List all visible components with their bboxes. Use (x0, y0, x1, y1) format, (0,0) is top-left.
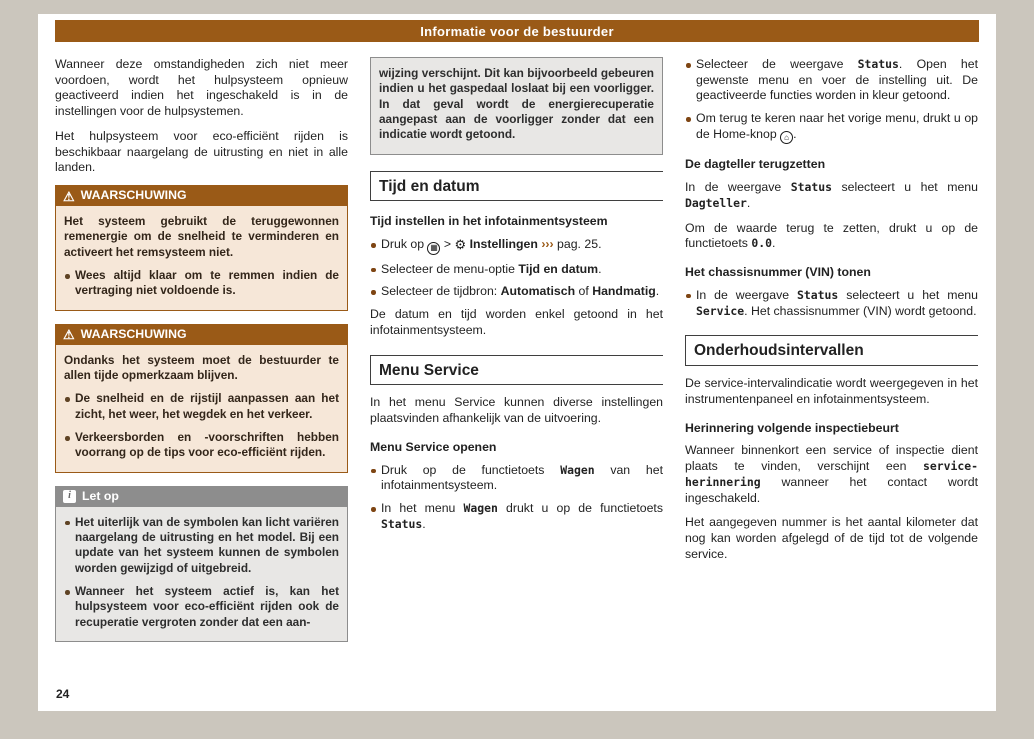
text-run: Druk op (381, 237, 428, 252)
text-run: . (598, 261, 602, 276)
text-run: De service-intervalindicatie wordt weergegeven in het instrumentenpaneel en infotainmentsysteem. (685, 376, 978, 406)
text-run: . (771, 236, 776, 251)
section-heading: Tijd en datum (370, 171, 663, 202)
column-right (685, 57, 978, 655)
paragraph (64, 353, 339, 384)
warning-icon: ⚠ (63, 188, 75, 204)
section-heading: Onderhoudsintervallen (685, 335, 978, 366)
text-run: In het menu (381, 501, 464, 516)
paragraph (685, 376, 978, 407)
warning-box-title: WAARSCHUWING (80, 188, 187, 203)
bullet-item (64, 430, 339, 461)
page-number: 24 (56, 687, 70, 701)
home-icon: ⌂ (780, 131, 793, 144)
bullet-text (696, 288, 978, 318)
bullet-item (64, 391, 339, 422)
paragraph (685, 515, 978, 562)
text-run: selecteert u het menu (838, 287, 978, 302)
text-run: . (793, 126, 797, 141)
text-run: Automatisch (500, 284, 576, 299)
warning-box-body (56, 206, 347, 310)
bullet-icon (65, 397, 70, 402)
bullet-text (381, 501, 663, 531)
text-run: Het systeem gebruikt de teruggewonnen remenergie om de snelheid te verminderen en activeert het remsysteem niet. (64, 214, 339, 259)
text-run: Instellingen (469, 237, 538, 252)
text-run: . Het chassisnummer (VIN) wordt getoond. (744, 303, 977, 318)
paragraph (685, 221, 978, 252)
text-run: of (575, 284, 593, 299)
paragraph (55, 57, 348, 120)
text-run: Selecteer de tijdbron: (381, 284, 501, 299)
text-run: Selecteer de weergave (696, 57, 858, 71)
sub-heading: Menu Service openen (370, 439, 497, 454)
text-run: selecteert u het menu (832, 180, 978, 195)
note-box-header (56, 487, 347, 507)
bullet-icon (371, 469, 376, 474)
text-run: Tijd en datum (518, 261, 599, 276)
bullet-icon (65, 521, 70, 526)
bullet-text (75, 430, 339, 459)
text-run: De snelheid en de rijstijl aanpassen aan het zicht, het weer, het wegdek en het verkeer. (75, 391, 339, 421)
text-run: pag. 25. (553, 237, 602, 252)
text-run: Ondanks het systeem moet de bestuurder te allen tijde opmerkzaam blijven. (64, 352, 339, 383)
text-run: . (655, 284, 660, 299)
bullet-icon (686, 117, 691, 122)
bullet-item (370, 262, 663, 278)
text-run: Status (857, 57, 899, 71)
sub-heading: Tijd instellen in het infotainmentsysteem (370, 214, 608, 229)
bullet-icon (65, 274, 70, 279)
sub-heading: Het chassisnummer (VIN) tonen (685, 265, 871, 280)
manual-page (38, 14, 996, 711)
text-run: Status (790, 180, 832, 195)
text-run: Druk op de functietoets (381, 462, 561, 477)
text-run: In de weergave (685, 180, 791, 195)
text-run: van het infotainmentsysteem. (381, 462, 663, 493)
text-run: Wanneer deze omstandigheden zich niet meer voordoen, wordt het hulpsysteem opnieuw geactiveerd indien het ingeschakeld is in de instellingen voor de hulpsystemen. (55, 57, 348, 119)
continuation-box-body (371, 58, 662, 154)
text-run: . (746, 195, 751, 210)
bullet-item (64, 268, 339, 299)
bullet-icon (686, 63, 691, 68)
warning-box (55, 324, 348, 473)
warning-box-body (56, 345, 347, 472)
infotainment-button-icon: ▦ (427, 242, 440, 255)
page-content (38, 42, 996, 655)
text-run: Service (696, 303, 745, 318)
text-run: Wanneer binnenkort een service of inspectie dient plaats te vinden, verschijnt een (685, 443, 978, 474)
bullet-item (64, 515, 339, 576)
note-box-body (56, 507, 347, 641)
note-box-title: Let op (82, 488, 119, 503)
text-run: Selecteer de menu-optie (381, 261, 519, 276)
text-run: Het uiterlijk van de symbolen kan licht variëren naargelang de uitrusting en het model. Bij een update van het systeem kunnen de symbolen worden gewijzigd of uitgebreid. (75, 514, 339, 575)
bullet-icon (686, 294, 691, 299)
text-run: Status (381, 516, 423, 531)
text-run: Status (797, 287, 839, 302)
bullet-item (685, 288, 978, 319)
bullet-item (370, 284, 663, 300)
text-run: Handmatig (592, 284, 656, 299)
text-run: Dagteller (685, 195, 747, 210)
warning-box-header (56, 186, 347, 206)
text-run: In de weergave (696, 287, 798, 302)
bullet-text (75, 515, 339, 575)
bullet-icon (371, 290, 376, 295)
text-run: Het aangegeven nummer is het aantal kilometer dat nog kan worden afgelegd of de tijd tot de volgende service. (685, 515, 978, 561)
paragraph (370, 395, 663, 426)
paragraph (370, 307, 663, 338)
bullet-text (381, 262, 602, 276)
text-run: Om de waarde terug te zetten, drukt u op de functietoets (685, 220, 978, 251)
text-run: ››› (541, 237, 554, 252)
warning-box-header (56, 325, 347, 345)
paragraph (685, 443, 978, 506)
warning-box-title: WAARSCHUWING (80, 326, 187, 341)
continuation-box (370, 57, 663, 155)
paragraph (55, 129, 348, 176)
bullet-item (370, 501, 663, 532)
bullet-text (381, 237, 602, 251)
bullet-text (381, 463, 663, 493)
warning-box (55, 185, 348, 311)
note-box (55, 486, 348, 642)
text-run: Verkeersborden en -voorschriften hebben voorrang op de tips voor eco-efficiënt rijden. (75, 430, 339, 460)
bullet-icon (371, 507, 376, 512)
sub-heading: De dagteller terugzetten (685, 157, 826, 172)
bullet-text (696, 57, 978, 102)
bullet-icon (371, 243, 376, 248)
bullet-icon (65, 590, 70, 595)
bullet-text (75, 268, 339, 297)
chapter-header-bar (55, 20, 979, 42)
text-run: . Open het gewenste menu en voer de instelling uit. De geactiveerde functies worden in kleur getoond. (696, 57, 978, 103)
bullet-icon (371, 268, 376, 273)
bullet-item (64, 584, 339, 630)
text-run: Wagen (463, 501, 498, 516)
text-run: De datum en tijd worden enkel getoond in het infotainmentsysteem. (370, 307, 663, 337)
bullet-item (370, 463, 663, 494)
bullet-item (370, 237, 663, 255)
text-run: In het menu Service kunnen diverse instellingen plaatsvinden afhankelijk van de uitvoering. (370, 395, 663, 426)
text-run: wijzing verschijnt. Dit kan bijvoorbeeld gebeuren indien u het gaspedaal loslaat bij een voorligger. In dat geval wordt de energierecuperatie aangepast aan de voorligger zonder dat een indicatie wordt getoond. (379, 66, 654, 142)
bullet-icon (65, 436, 70, 441)
paragraph (64, 214, 339, 260)
gear-icon: ⚙ (454, 237, 467, 253)
text-run: > (440, 237, 455, 252)
section-heading: Menu Service (370, 355, 663, 386)
bullet-text (75, 584, 339, 629)
text-run: Wagen (560, 462, 595, 477)
bullet-text (381, 284, 659, 298)
text-run: wanneer het contact wordt ingeschakeld. (685, 474, 978, 505)
bullet-item (685, 111, 978, 144)
sub-heading: Herinnering volgende inspectiebeurt (685, 420, 899, 435)
bullet-item (685, 57, 978, 104)
bullet-text (696, 111, 978, 141)
text-run: drukt u op de functietoets (497, 501, 663, 516)
chapter-title: Informatie voor de bestuurder (420, 23, 614, 39)
column-middle (370, 57, 663, 655)
text-run: 0.0 (751, 236, 772, 251)
paragraph (379, 66, 654, 143)
info-icon: i (63, 490, 76, 503)
warning-icon: ⚠ (63, 327, 75, 343)
text-run: service-herinnering (685, 459, 978, 489)
text-run: Het hulpsysteem voor eco-efficiënt rijden is beschikbaar naargelang de uitrusting en niet in alle landen. (55, 128, 348, 175)
text-run: Om terug te keren naar het vorige menu, drukt u op de Home-knop (696, 111, 978, 141)
column-left (55, 57, 348, 655)
text-run: . (422, 516, 426, 531)
text-run: Wanneer het systeem actief is, kan het hulpsysteem voor eco-efficiënt rijden ook de recuperatie vergroten zonder dat een aan- (75, 584, 339, 629)
text-run: Wees altijd klaar om te remmen indien de vertraging niet voldoende is. (75, 268, 339, 298)
bullet-text (75, 391, 339, 420)
paragraph (685, 180, 978, 211)
